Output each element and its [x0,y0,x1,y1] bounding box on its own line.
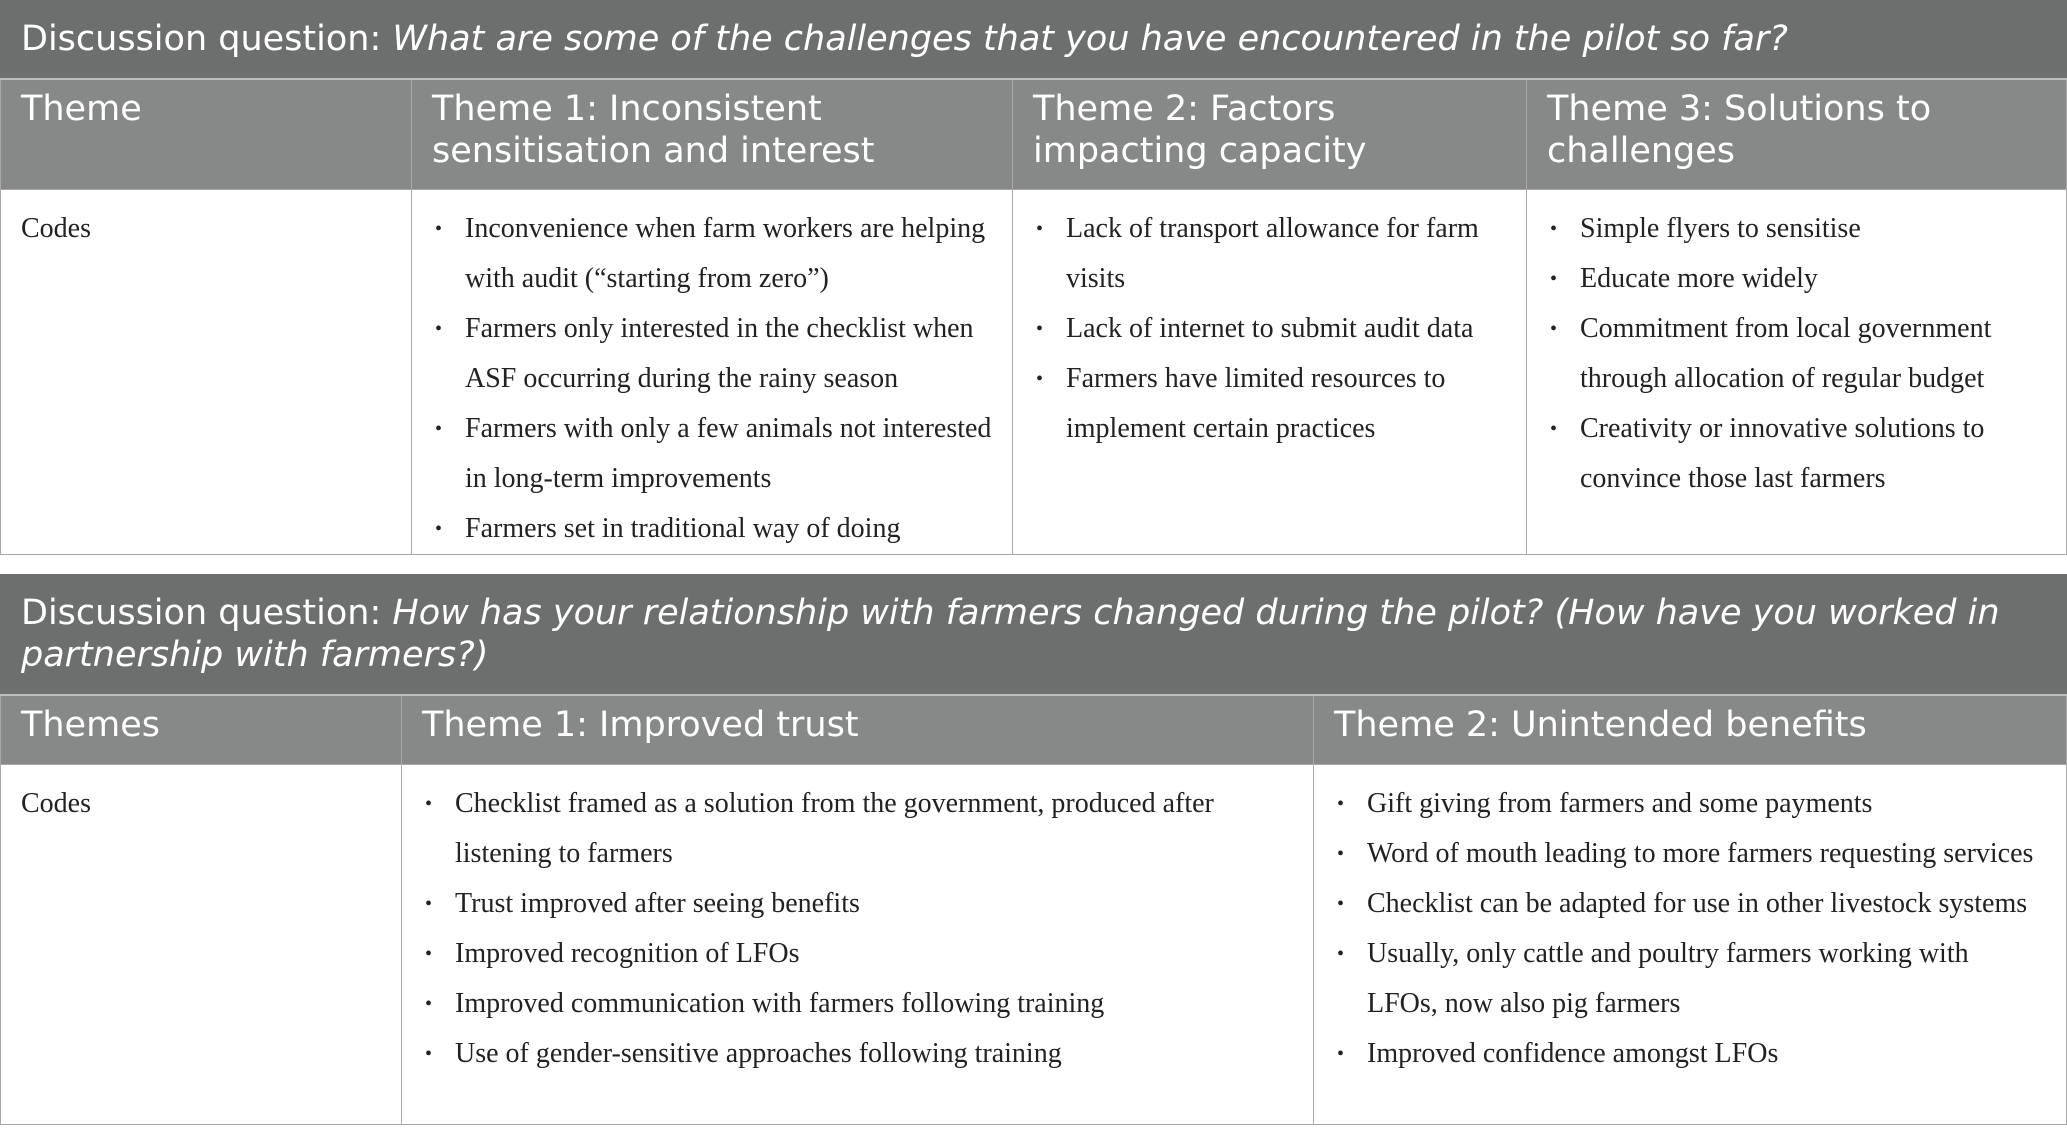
discussion-question [1,575,2067,696]
code-item: • Improved confidence amongst LFOs [1337,1037,1779,1069]
theme-header: Theme 3: Solutions to challenges [1527,79,2067,189]
code-item: • Farmers only interested in the checklist when ASF occurring during the rainy season [435,312,974,394]
codes-label: Codes [1,764,402,1124]
question-text: What are some of the challenges that you have encountered in the pilot so far? [392,19,1788,59]
code-item: • Gift giving from farmers and some payments [1337,787,1873,819]
code-item: • Inconvenience when farm workers are helping with audit (“starting from zero”) [435,212,986,294]
question-row [1,1,2067,80]
codes-label: Codes [1,189,412,554]
code-item: • Improved communication with farmers following training [425,987,1105,1019]
code-item: • Usually, only cattle and poultry farmers working with LFOs, now also pig farmers [1337,937,1969,1019]
code-item: • Farmers with only a few animals not interested in long-term improvements [435,412,992,494]
code-item: • Lack of internet to submit audit data [1036,312,1474,344]
codes-cell [1527,189,2067,554]
relationship-table [0,574,2067,1125]
codes-cell [1314,764,2067,1124]
code-item: • Simple flyers to sensitise [1550,212,1861,244]
theme-header: Theme 2: Unintended benefits [1314,695,2067,764]
challenges-table [0,0,2067,555]
code-item: • Lack of transport allowance for farm visits [1036,212,1479,294]
code-item: • Farmers have limited resources to implement certain practices [1036,362,1446,444]
code-item: • Commitment from local government through allocation of regular budget [1550,312,1992,394]
theme-header: Theme 2: Factors impacting capacity [1013,79,1527,189]
question-row [1,575,2067,696]
code-item: • Trust improved after seeing benefits [425,887,860,919]
codes-cell [402,764,1314,1124]
theme-header-label: Theme [1,79,412,189]
code-item: • Improved recognition of LFOs [425,937,800,969]
theme-header-label: Themes [1,695,402,764]
code-item: • Farmers set in traditional way of doing [435,512,901,544]
theme-header-row [1,79,2067,189]
codes-cell [412,189,1013,554]
code-item: • Educate more widely [1550,262,1818,294]
question-prefix: Discussion question: [21,19,393,59]
code-item: • Checklist can be adapted for use in other livestock systems [1337,887,2028,919]
code-item: • Use of gender-sensitive approaches following training [425,1037,1062,1069]
codes-row [1,764,2067,1124]
code-item: • Creativity or innovative solutions to convince those last farmers [1550,412,1985,494]
code-item: • Word of mouth leading to more farmers requesting services [1337,837,2034,869]
code-item: • Checklist framed as a solution from the government, produced after listening to farmers [425,787,1214,869]
theme-header: Theme 1: Improved trust [402,695,1314,764]
question-prefix: Discussion question: [21,593,393,633]
codes-row [1,189,2067,554]
discussion-question [1,1,2067,80]
codes-cell [1013,189,1527,554]
question-text: How has your relationship with farmers changed during the pilot? (How have you worked in partnership with farmers?) [21,593,2000,675]
theme-header: Theme 1: Inconsistent sensitisation and interest [412,79,1013,189]
theme-header-row [1,695,2067,764]
